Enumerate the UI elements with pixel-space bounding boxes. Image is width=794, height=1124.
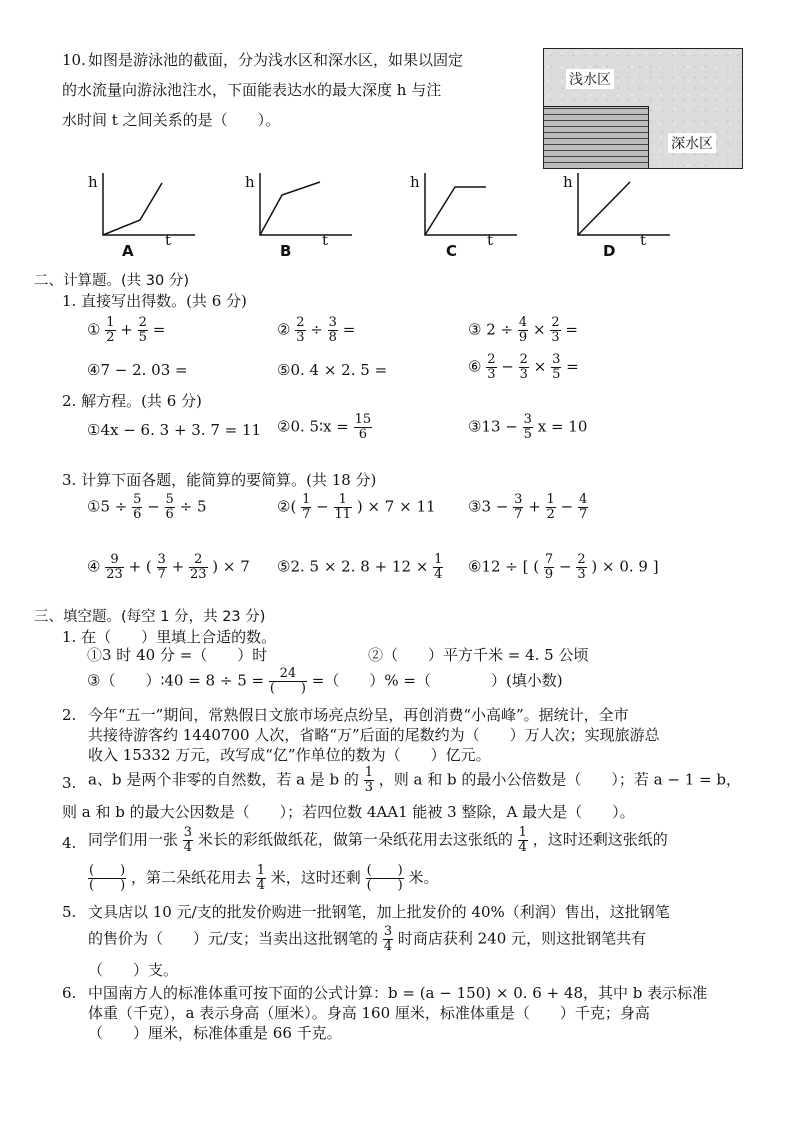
q10-line1: 如图是游泳池的截面，分为浅水区和深水区，如果以固定 <box>88 51 464 69</box>
graph-a-h: h <box>88 173 98 191</box>
s3-q4-line1: 同学们用一张 $\frac{3}{4}$ 米长的彩纸做纸花，做第一朵纸花用去这张纸的 $\frac{1}{4}$ ，这时还剩这张纸的 <box>88 825 668 855</box>
s2-p3-item1: ①5 ÷ $\frac{5}{6}$ − $\frac{5}{6}$ ÷ 5 <box>87 492 207 522</box>
s2-p1-item6: ⑥ $\frac{2}{3}$ − $\frac{2}{3}$ × $\frac{3}{5}$ = <box>468 352 579 382</box>
s3-q4-line2: $\frac{( )}{( )}$ ，第二朵纸花用去 $\frac{1}{4}$ 米，这时还剩 $\frac{( )}{( )}$ 米。 <box>89 863 439 893</box>
s3-q1-c: ③（ ）∶40 = 8 ÷ 5 = $\frac{24}{( )}$ =（ ）% =（ ）(填小数) <box>87 666 563 696</box>
pool-cross-section <box>543 48 743 169</box>
s3-q1-b: ②（ ）平方千米 = 4. 5 公顷 <box>368 646 589 664</box>
s3-q5-number: 5. <box>62 903 77 921</box>
s3-q2-line1: 今年“五一”期间，常熟假日文旅市场亮点纷呈，再创消费“小高峰”。据统计，全市 <box>88 706 629 724</box>
s2-p1-item2: ② $\frac{2}{3}$ ÷ $\frac{3}{8}$ = <box>277 315 356 345</box>
section3-title: 三、填空题。(每空 1 分，共 23 分) <box>34 609 266 625</box>
s3-q5-line2: 的售价为（ ）元/支；当卖出这批钢笔的 $\frac{3}{4}$ 时商店获利 240 元，则这批钢笔共有 <box>88 924 647 954</box>
graph-c-h: h <box>410 173 420 191</box>
s3-q2-line3: 收入 15332 万元，改写成“亿”作单位的数为（ ）亿元。 <box>88 746 491 764</box>
graph-d-t: t <box>640 231 647 249</box>
s3-q3-line1: a、b 是两个非零的自然数，若 a 是 b 的 $\frac{1}{3}$ ，则 a 和 b 的最小公倍数是（ ）；若 a − 1 = b， <box>88 765 741 795</box>
graph-c-label: C <box>446 242 458 260</box>
s3-q6-line1: 中国南方人的标准体重可按下面的公式计算：b = (a − 150) × 0. 6 + 48，其中 b 表示标准 <box>88 984 708 1002</box>
s3-q3-number: 3. <box>62 774 77 792</box>
s2-p3-item4: ④ $\frac{9}{23}$ + ( $\frac{3}{7}$ + $\frac{2}{23}$ ) × 7 <box>87 552 250 582</box>
s3-q6-number: 6. <box>62 984 77 1002</box>
q10-number: 10. <box>62 51 86 69</box>
s3-q1-title: 1. 在（ ）里填上合适的数。 <box>62 628 277 646</box>
s2-p2-item3: ③13 − $\frac{3}{5}$ x = 10 <box>468 412 588 442</box>
graph-d-label: D <box>603 242 616 260</box>
graph-c-t: t <box>487 231 494 249</box>
s2-p2-item2: ②0. 5∶x = $\frac{15}{6}$ <box>277 412 372 442</box>
graph-c-axes <box>425 173 517 235</box>
pool-deep-label: 深水区 <box>668 133 716 153</box>
s2-p3-title: 3. 计算下面各题，能简算的要简算。(共 18 分) <box>62 471 377 489</box>
graph-a-label: A <box>122 242 134 260</box>
pool-shallow-label: 浅水区 <box>566 69 614 89</box>
s2-p2-title: 2. 解方程。(共 6 分) <box>62 392 202 410</box>
s3-q3-line2: 则 a 和 b 的最大公因数是（ ）；若四位数 4AA1 能被 3 整除，A 最大是（ ）。 <box>62 803 635 821</box>
s3-q1-a: ①3 时 40 分 =（ ）时 <box>87 646 268 664</box>
s2-p3-item5: ⑤2. 5 × 2. 8 + 12 × $\frac{1}{4}$ <box>277 552 443 582</box>
q10-line2: 的水流量向游泳池注水，下面能表达水的最大深度 h 与注 <box>62 81 442 99</box>
graph-b-line <box>260 182 320 235</box>
graph-d-axes <box>578 173 670 235</box>
q10-line3: 水时间 t 之间关系的是（ ）。 <box>62 111 281 129</box>
s2-p1-item3: ③ 2 ÷ $\frac{4}{9}$ × $\frac{2}{3}$ = <box>468 315 578 345</box>
s2-p2-item1: ①4x − 6. 3 + 3. 7 = 11 <box>87 421 262 439</box>
s2-p1-item5: ⑤0. 4 × 2. 5 = <box>277 361 388 379</box>
s2-p1-item1: ① $\frac{1}{2}$ + $\frac{2}{5}$ = <box>87 315 166 345</box>
section2-title: 二、计算题。(共 30 分) <box>34 273 189 289</box>
s3-q6-line3: （ ）厘米，标准体重是 66 千克。 <box>88 1024 342 1042</box>
s3-q2-line2: 共接待游客约 1440700 人次，省略“万”后面的尾数约为（ ）万人次；实现旅游总 <box>88 726 660 744</box>
s2-p3-item6: ⑥12 ÷ [ ( $\frac{7}{9}$ − $\frac{2}{3}$ ) × 0. 9 ] <box>468 552 659 582</box>
graph-b-h: h <box>245 173 255 191</box>
s3-q5-line3: （ ）支。 <box>88 961 179 979</box>
s2-p1-title: 1. 直接写出得数。(共 6 分) <box>62 292 247 310</box>
s3-q2-number: 2. <box>62 706 77 724</box>
s3-q6-line2: 体重（千克），a 表示身高（厘米）。身高 160 厘米，标准体重是（ ）千克；身高 <box>88 1004 650 1022</box>
graph-c-line <box>425 187 486 235</box>
pool-step-brick <box>544 106 649 169</box>
s3-q5-line1: 文具店以 10 元/支的批发价购进一批钢笔，加上批发价的 40%（利润）售出，这批钢笔 <box>88 903 670 921</box>
s2-p1-item4: ④7 − 2. 03 = <box>87 361 188 379</box>
s2-p3-item3: ③3 − $\frac{3}{7}$ + $\frac{1}{2}$ − $\frac{4}{7}$ <box>468 492 588 522</box>
graph-b-t: t <box>322 231 329 249</box>
graph-a-t: t <box>165 231 172 249</box>
graph-d-line <box>578 182 630 235</box>
s2-p3-item2: ②( $\frac{1}{7}$ − $\frac{1}{11}$ ) × 7 × 11 <box>277 492 436 522</box>
graph-b-axes <box>260 173 352 235</box>
graph-a-line <box>103 183 162 235</box>
s3-q4-number: 4. <box>62 834 77 852</box>
graph-d-h: h <box>563 173 573 191</box>
graph-b-label: B <box>280 242 292 260</box>
